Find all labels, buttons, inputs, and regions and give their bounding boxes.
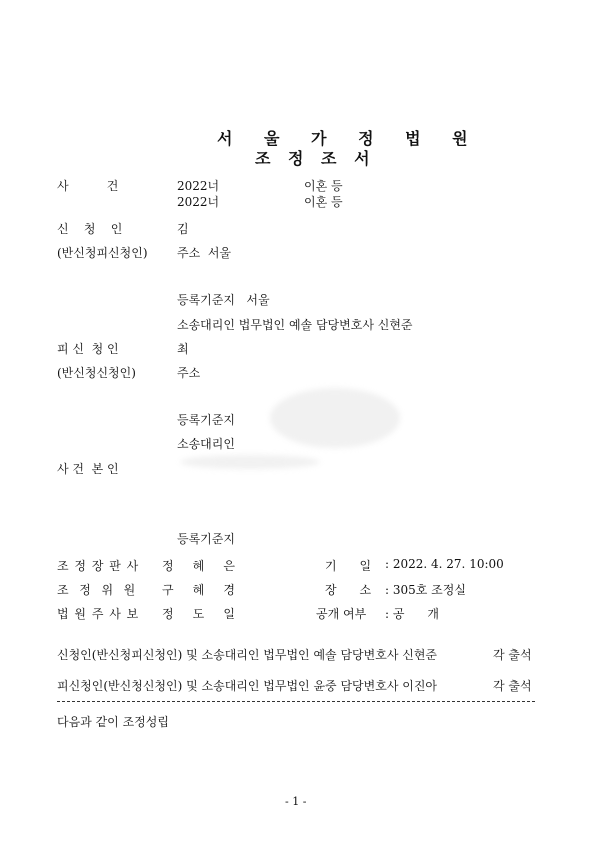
hearing-place-value: : 305호 조정실 xyxy=(385,583,466,597)
respondent-name: 최 xyxy=(177,342,189,356)
case-label: 사 건 xyxy=(57,179,119,193)
principal-label: 사 건 본 인 xyxy=(57,462,119,476)
divider-line xyxy=(57,701,535,702)
official-role: 조 정 위 원 xyxy=(57,583,137,597)
case-name-2: 이혼 등 xyxy=(304,195,343,209)
document-title: 조 정 조 서 xyxy=(255,149,376,168)
hearing-date-value: : 2022. 4. 27. 10:00 xyxy=(385,557,504,571)
redaction-smudge xyxy=(270,388,400,448)
hearing-place-label: 장 소 xyxy=(325,583,372,597)
principal-registered: 등록기준지 xyxy=(177,532,235,546)
publicity-label: 공개 여부 xyxy=(316,607,367,621)
conclusion-text: 다음과 같이 조정성립 xyxy=(57,715,169,729)
respondent-address: 주소 xyxy=(177,366,201,380)
case-number-2: 2022너 xyxy=(177,195,220,209)
petitioner-label: 신 청 인 xyxy=(57,222,123,236)
case-number-1: 2022너 xyxy=(177,179,220,193)
petitioner-agent: 소송대리인 법무법인 예솔 담당변호사 신현준 xyxy=(177,318,413,332)
official-name: 정 혜 은 xyxy=(162,559,235,573)
official-name: 구 혜 경 xyxy=(162,583,235,597)
publicity-value: : 공 개 xyxy=(385,607,439,621)
attendance-line: 신청인(반신청피신청인) 및 소송대리인 법무법인 예솔 담당변호사 신현준 xyxy=(57,648,438,662)
petitioner-registered: 등록기준지 서울 xyxy=(177,293,270,307)
respondent-label: 피 신 청 인 xyxy=(57,342,119,356)
official-role: 조 정 장 판 사 xyxy=(57,559,140,573)
respondent-registered: 등록기준지 xyxy=(177,413,235,427)
page-number: - 1 - xyxy=(285,795,307,808)
official-role: 법 원 주 사 보 xyxy=(57,607,140,621)
case-name-1: 이혼 등 xyxy=(304,179,343,193)
official-name: 정 도 일 xyxy=(162,607,235,621)
court-title: 서 울 가 정 법 원 xyxy=(217,129,481,148)
respondent-sublabel: (반신청신청인) xyxy=(57,366,136,380)
attendance-status: 각 출석 xyxy=(493,679,532,693)
petitioner-name: 김 xyxy=(177,222,189,236)
petitioner-sublabel: (반신청피신청인) xyxy=(57,246,148,260)
redaction-smudge xyxy=(180,455,320,469)
attendance-line: 피신청인(반신청신청인) 및 소송대리인 법무법인 윤중 담당변호사 이진아 xyxy=(57,679,438,693)
respondent-agent: 소송대리인 xyxy=(177,437,235,451)
attendance-status: 각 출석 xyxy=(493,648,532,662)
petitioner-address: 주소 서울 xyxy=(177,246,231,260)
hearing-date-label: 기 일 xyxy=(325,559,372,573)
